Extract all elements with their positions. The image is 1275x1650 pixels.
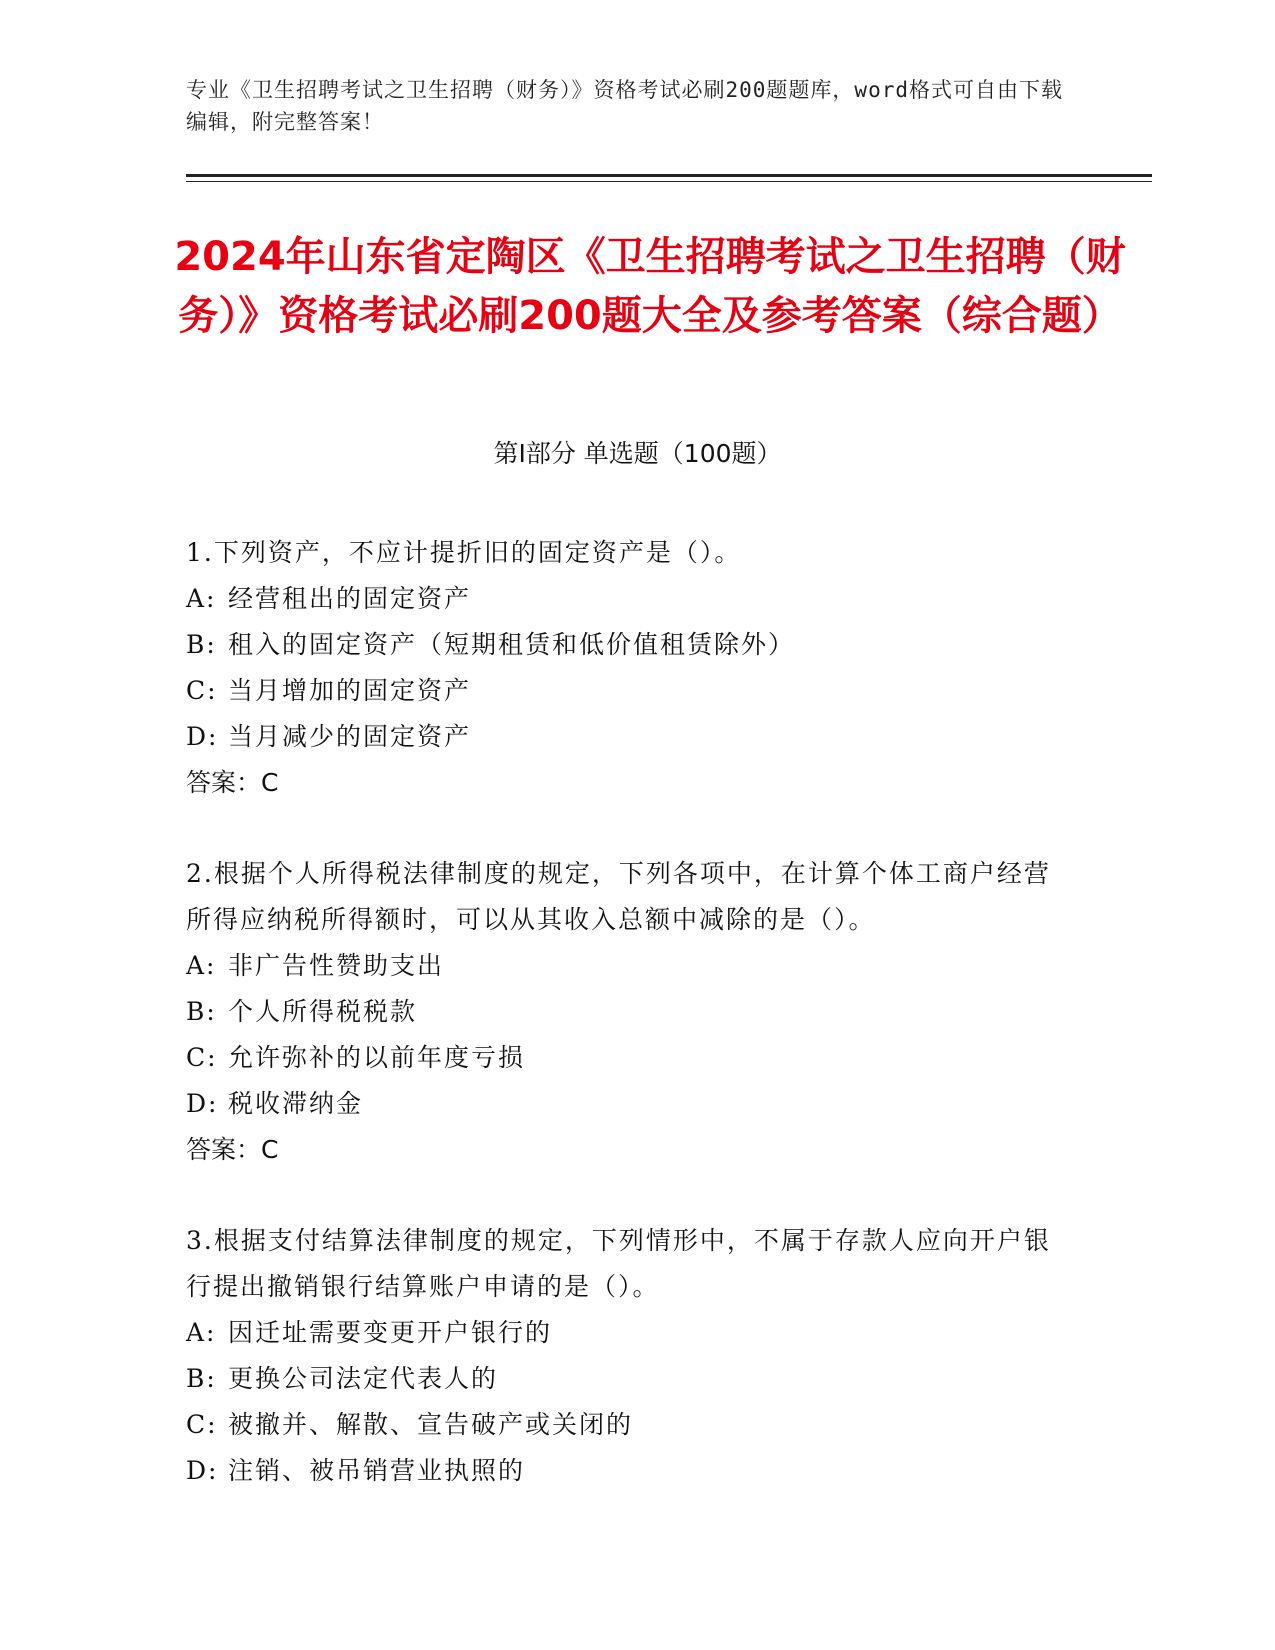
option-c (186, 668, 1066, 714)
option-text: 允许弥补的以前年度亏损 (228, 1043, 526, 1072)
option-b (186, 1356, 1066, 1402)
option-key: B: (186, 630, 217, 659)
question-stem: 2.根据个人所得税法律制度的规定，下列各项中，在计算个体工商户经营所得应纳税所得额时，可以从其收入总额中减除的是（）。 (186, 859, 1051, 934)
question-stem: 1.下列资产，不应计提折旧的固定资产是（）。 (186, 538, 742, 567)
option-key: C: (186, 676, 218, 705)
option-key: A: (186, 584, 217, 613)
answer: 答案：C (186, 768, 279, 797)
option-text: 个人所得税税款 (228, 997, 418, 1026)
document-title: 2024年山东省定陶区《卫生招聘考试之卫生招聘（财务）》资格考试必刷200题大全及参考答案（综合题） (174, 234, 1126, 339)
option-key: C: (186, 1043, 218, 1072)
option-d (186, 1081, 1066, 1127)
option-c (186, 1035, 1066, 1081)
option-d (186, 1448, 1066, 1494)
question-2 (186, 851, 1066, 1173)
option-key: C: (186, 1410, 218, 1439)
option-key: D: (186, 1089, 219, 1118)
question-3 (186, 1218, 1066, 1494)
option-c (186, 1402, 1066, 1448)
option-text: 更换公司法定代表人的 (228, 1364, 499, 1393)
option-key: A: (186, 951, 217, 980)
option-key: D: (186, 722, 219, 751)
question-list (186, 530, 1066, 1539)
option-text: 非广告性赞助支出 (228, 951, 445, 980)
option-key: B: (186, 997, 217, 1026)
option-text: 注销、被吊销营业执照的 (228, 1456, 526, 1485)
option-a (186, 576, 1066, 622)
section-title: 第Ⅰ部分 单选题（100题） (493, 439, 782, 468)
option-a (186, 1310, 1066, 1356)
option-text: 税收滞纳金 (228, 1089, 364, 1118)
option-text: 当月增加的固定资产 (228, 676, 472, 705)
header-divider-thin (186, 181, 1152, 182)
option-key: A: (186, 1318, 217, 1347)
option-text: 当月减少的固定资产 (228, 722, 472, 751)
question-1 (186, 530, 1066, 806)
option-key: D: (186, 1456, 219, 1485)
header-divider-thick (186, 174, 1152, 177)
option-b (186, 622, 1066, 668)
answer: 答案：C (186, 1135, 279, 1164)
option-text: 租入的固定资产（短期租赁和低价值租赁除外） (228, 630, 796, 659)
question-stem: 3.根据支付结算法律制度的规定，下列情形中，不属于存款人应向开户银行提出撤销银行结算账户申请的是（）。 (186, 1226, 1051, 1301)
header-note: 专业《卫生招聘考试之卫生招聘（财务）》资格考试必刷200题题库，word格式可自由下载编辑，附完整答案！ (186, 78, 1063, 134)
option-text: 被撤并、解散、宣告破产或关闭的 (228, 1410, 634, 1439)
option-b (186, 989, 1066, 1035)
option-key: B: (186, 1364, 217, 1393)
option-a (186, 943, 1066, 989)
option-text: 经营租出的固定资产 (228, 584, 472, 613)
option-text: 因迁址需要变更开户银行的 (228, 1318, 553, 1347)
option-d (186, 714, 1066, 760)
